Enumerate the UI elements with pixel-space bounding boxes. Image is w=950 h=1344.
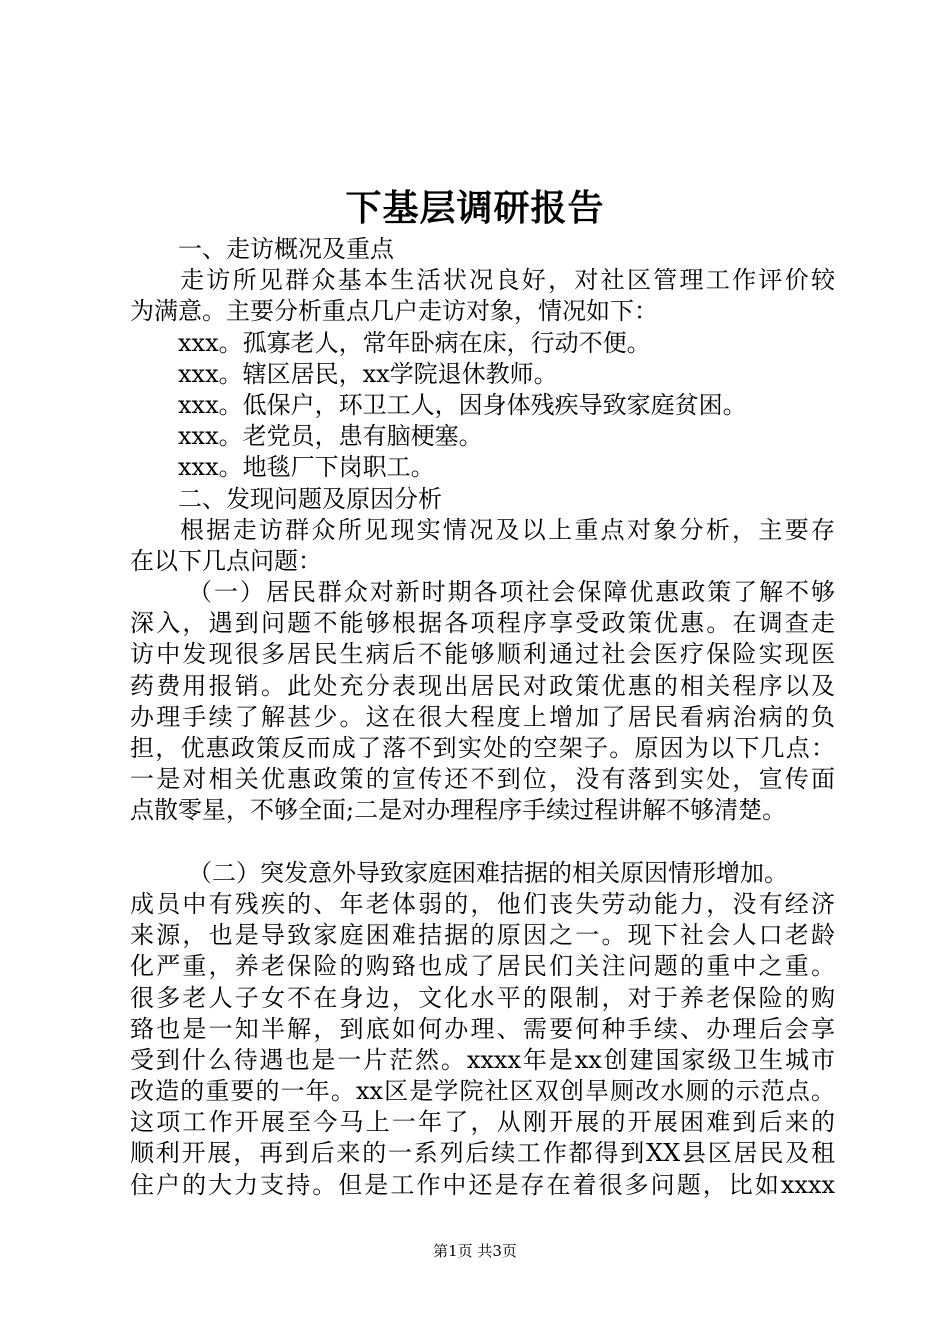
paragraph-line: 担，优惠政策反而成了落不到实处的空架子。原因为以下几点： [130, 734, 835, 762]
paragraph-line: 药费用报销。此处充分表现出居民对政策优惠的相关程序以及 [130, 671, 835, 700]
list-item: xxx。孤寡老人，常年卧病在床，行动不便。 [178, 328, 651, 357]
section-heading-2: 二、发现问题及原因分析 [178, 484, 442, 513]
list-item: xxx。辖区居民，xx学院退休教师。 [178, 359, 558, 388]
paragraph-line: 住户的大力支持。但是工作中还是存在着很多问题，比如xxxx [130, 1170, 835, 1199]
paragraph-line: 受到什么待遇也是一片茫然。xxxx年是xx创建国家级卫生城市 [130, 1045, 835, 1074]
paragraph-line: 很多老人子女不在身边，文化水平的限制，对于养老保险的购 [130, 983, 835, 1012]
paragraph-line: 在以下几点问题： [130, 546, 322, 575]
subsection-line: （一）居民群众对新时期各项社会保障优惠政策了解不够 [188, 578, 835, 607]
paragraph-line: 为满意。主要分析重点几户走访对象，情况如下： [130, 297, 658, 326]
paragraph-line: 走访所见群众基本生活状况良好，对社区管理工作评价较 [180, 266, 835, 295]
paragraph-line: 访中发现很多居民生病后不能够顺利通过社会医疗保险实现医 [130, 640, 835, 669]
paragraph-line: 一是对相关优惠政策的宣传还不到位，没有落到实处，宣传面 [130, 765, 835, 794]
section-heading-1: 一、走访概况及重点 [178, 235, 394, 263]
paragraph-spacer [130, 827, 835, 858]
paragraph-line: 化严重，养老保险的购臵也成了居民们关注问题的重中之重。 [130, 952, 835, 981]
paragraph-line: 成员中有残疾的、年老体弱的，他们丧失劳动能力，没有经济 [130, 889, 835, 918]
document-title: 下基层调研报告 [345, 187, 605, 229]
list-item: xxx。老党员，患有脑梗塞。 [178, 422, 483, 451]
paragraph-line: 改造的重要的一年。xx区是学院社区双创旱厕改水厕的示范点。 [130, 1077, 835, 1106]
paragraph-line: 来源，也是导致家庭困难拮据的原因之一。现下社会人口老龄 [130, 921, 835, 950]
paragraph-line: 臵也是一知半解，到底如何办理、需要何种手续、办理后会享 [130, 1014, 835, 1043]
paragraph-line: 深入，遇到问题不能够根据各项程序享受政策优惠。在调查走 [130, 609, 835, 638]
paragraph-line: 根据走访群众所见现实情况及以上重点对象分析，主要存 [180, 515, 835, 544]
page-footer: 第1页 共3页 [433, 1242, 517, 1260]
paragraph-line: 顺利开展，再到后来的一系列后续工作都得到XX县区居民及租 [130, 1139, 835, 1168]
document-body [130, 234, 835, 1201]
paragraph-line: 点散零星，不够全面;二是对办理程序手续过程讲解不够清楚。 [130, 796, 787, 825]
subsection-line: （二）突发意外导致家庭困难拮据的相关原因情形增加。 [188, 858, 788, 887]
list-item: xxx。地毯厂下岗职工。 [178, 453, 435, 482]
paragraph-line: 办理手续了解甚少。这在很大程度上增加了居民看病治病的负 [130, 702, 835, 731]
paragraph-line: 这项工作开展至今马上一年了，从刚开展的开展困难到后来的 [130, 1108, 835, 1137]
list-item: xxx。低保户，环卫工人，因身体残疾导致家庭贫困。 [178, 390, 747, 419]
